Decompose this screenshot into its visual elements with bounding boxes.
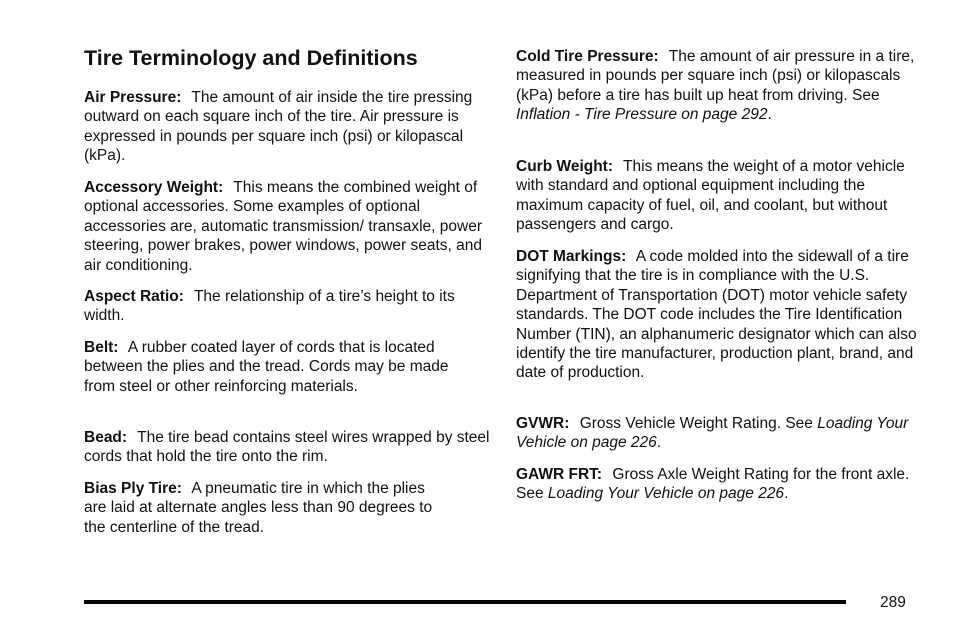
- definition-term: Cold Tire Pressure:: [516, 48, 659, 65]
- definition-term: Belt:: [84, 339, 119, 356]
- page-title: Tire Terminology and Definitions: [84, 46, 418, 70]
- definition-term: GAWR FRT:: [516, 466, 603, 483]
- definition-term: Bead:: [84, 429, 128, 446]
- footer-rule: [84, 600, 846, 604]
- definition-text: Gross Vehicle Weight Rating. See: [579, 415, 813, 432]
- definition-belt: [84, 338, 479, 396]
- page-number: 289: [880, 594, 906, 611]
- definition-end: .: [767, 106, 772, 124]
- definition-term: Bias Ply Tire:: [84, 480, 182, 497]
- definition-text: The amount of air pressure in a tire, measured in pounds per square inch (psi) or kilopascals (kPa) before a tire has built up heat from driving. See: [516, 48, 915, 104]
- definition-end: .: [784, 485, 789, 503]
- definition-dot-markings: [516, 247, 926, 383]
- definition-term: DOT Markings:: [516, 248, 627, 265]
- definition-gawr-frt: [516, 465, 921, 504]
- definition-text: The relationship of a tire’s height to its width.: [84, 288, 455, 325]
- definition-text: The amount of air inside the tire pressing outward on each square inch of the tire. Air pressure is expressed in pounds per square inch (psi) or kilopascal (kPa).: [84, 89, 473, 165]
- definition-text: This means the combined weight of optional accessories. Some examples of optional accessories are, automatic transmission/ transaxle, power steering, power brakes, power windows, power seats, and air conditioning.: [84, 179, 483, 274]
- definition-gvwr: [516, 414, 916, 453]
- definition-end: .: [656, 434, 662, 452]
- definition-text: A pneumatic tire in which the plies are laid at alternate angles less than 90 degrees to the centerline of the tread.: [84, 480, 433, 536]
- definition-bead: [84, 428, 494, 467]
- definition-term: Air Pressure:: [84, 89, 182, 106]
- definition-accessory-weight: [84, 178, 489, 275]
- definition-aspect-ratio: [84, 287, 484, 326]
- definition-text: A rubber coated layer of cords that is located between the plies and the tread. Cords may be made from steel or other reinforcing materials.: [84, 339, 449, 395]
- definition-term: Curb Weight:: [516, 158, 614, 175]
- definition-term: Aspect Ratio:: [84, 288, 184, 305]
- definition-air-pressure: [84, 88, 474, 166]
- cross-reference-link[interactable]: Loading Your Vehicle on page 226: [547, 485, 785, 503]
- cross-reference-link[interactable]: Loading Your Vehicle on page 226: [516, 415, 909, 452]
- cross-reference-link[interactable]: Inflation - Tire Pressure on page 292: [516, 106, 768, 124]
- definition-text: This means the weight of a motor vehicle with standard and optional equipment including the maximum capacity of fuel, oil, and coolant, but without passengers and cargo.: [516, 158, 905, 234]
- definition-text: Gross Axle Weight Rating for the front axle. See: [516, 466, 910, 503]
- definition-text: A code molded into the sidewall of a tire signifying that the tire is in compliance with the U.S. Department of Transportation (DOT) motor vehicle safety standards. The DOT code includes the Tire Identification Number (TIN), an alphanumeric designator which can also identify the tire manufacturer, production plant, brand, and date of production.: [516, 248, 917, 382]
- definition-term: GVWR:: [516, 415, 570, 432]
- definition-bias-ply-tire: [84, 479, 449, 537]
- definition-text: The tire bead contains steel wires wrapped by steel cords that hold the tire onto the rim.: [84, 429, 490, 466]
- definition-term: Accessory Weight:: [84, 179, 224, 196]
- definition-curb-weight: [516, 157, 916, 235]
- definition-cold-tire-pressure: [516, 47, 916, 125]
